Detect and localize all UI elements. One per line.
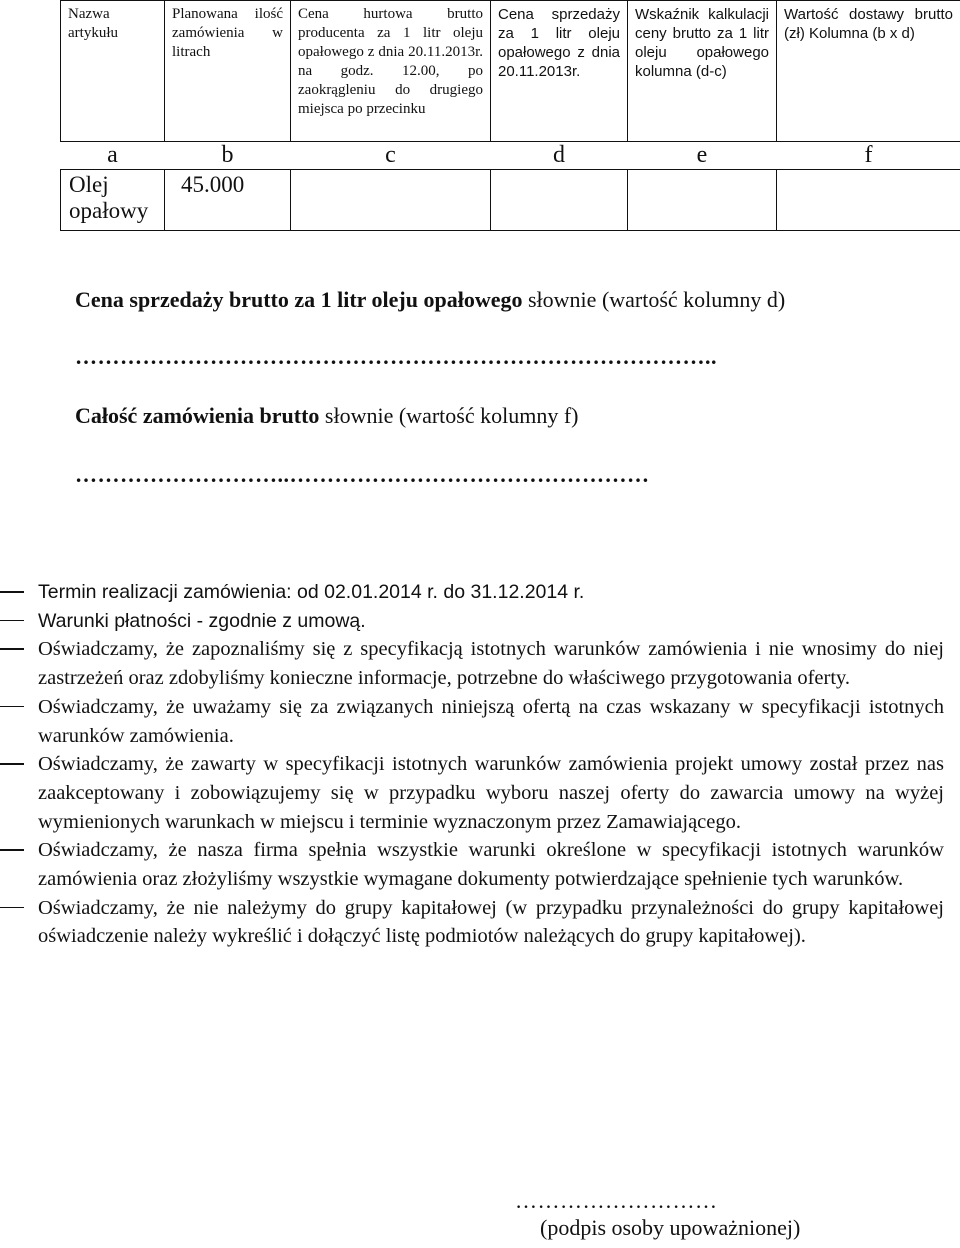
dash-bullet-icon [0, 706, 24, 708]
list-item-text: Warunki płatności - zgodnie z umową. [38, 609, 366, 632]
column-letter-e: e [696, 142, 708, 168]
dash-bullet-icon [0, 648, 24, 650]
dash-bullet-icon [0, 907, 24, 909]
cell-wholesale-price[interactable] [291, 170, 491, 231]
list-item [0, 607, 960, 636]
total-in-words-bold: Całość zamówienia brutto [75, 403, 320, 428]
cell-calculation-index[interactable] [628, 170, 777, 231]
cell-sale-price[interactable] [491, 170, 628, 231]
list-item [0, 578, 960, 607]
table-row [61, 170, 960, 231]
order-table [60, 0, 960, 231]
table-header-row [61, 1, 960, 142]
header-sale-price: Cena sprzedaży za 1 litr oleju opałowego z dnia 20.11.2013r. [491, 1, 628, 142]
column-letter-a: a [107, 142, 118, 168]
header-planned-quantity: Planowana ilość zamówienia w litrach [165, 1, 291, 142]
cell-delivery-value[interactable] [777, 170, 960, 231]
list-item [0, 836, 960, 893]
list-item [0, 693, 960, 750]
column-letter-c: c [385, 142, 396, 168]
dash-bullet-icon [0, 591, 24, 593]
list-item-text: Oświadczamy, że uważamy się za związanych niniejszą ofertą na czas wskazany w specyfikacji istotnych warunków zamówienia. [38, 695, 944, 747]
header-calculation-index: Wskaźnik kalkulacji ceny brutto za 1 litr oleju opałowego kolumna (d-c) [628, 1, 777, 142]
price-in-words-label [75, 287, 785, 313]
dash-bullet-icon [0, 620, 24, 622]
declarations-list [0, 578, 960, 951]
header-wholesale-price: Cena hurtowa brutto producenta za 1 litr oleju opałowego z dnia 20.11.2013r. na godz. 12.00, po zaokrągleniu do drugiego miejsca po przecinku [291, 1, 491, 142]
price-in-words-field[interactable]: ………………………………………………………………………….. [75, 344, 717, 369]
cell-article-name: Olej opałowy [61, 170, 165, 231]
list-item-text: Oświadczamy, że zawarty w specyfikacji istotnych warunków zamówienia projekt umowy został przez nas zaakceptowany i zobowiązujemy się w przypadku wyboru naszej oferty do zawarcia umowy na wyżej wymienionych warunkach w miejscu i terminie wyznaczonym przez Zamawiającego. [38, 753, 944, 833]
list-item-text: Termin realizacji zamówienia: od 02.01.2014 r. do 31.12.2014 r. [38, 581, 585, 603]
column-letter-b: b [221, 142, 234, 168]
list-item [0, 894, 960, 951]
price-in-words-rest: słownie (wartość kolumny d) [522, 287, 786, 312]
signature-label: (podpis osoby upoważnionej) [540, 1215, 801, 1240]
total-in-words-field[interactable]: ………………………..………………………………………… [75, 462, 650, 487]
total-in-words-rest: słownie (wartość kolumny f) [319, 403, 579, 428]
column-letter-f: f [864, 142, 873, 168]
price-in-words-bold: Cena sprzedaży brutto za 1 litr oleju opałowego [75, 287, 523, 312]
header-article-name: Nazwa artykułu [61, 1, 165, 142]
dash-bullet-icon [0, 849, 24, 851]
list-item-text: Oświadczamy, że nie należymy do grupy kapitałowej (w przypadku przynależności do grupy kapitałowej oświadczenie należy wykreślić i dołączyć listę podmiotów należących do grupy kapitałowej). [38, 896, 944, 948]
signature-field[interactable]: ……………………… [515, 1188, 718, 1213]
list-item-text: Oświadczamy, że zapoznaliśmy się z specyfikacją istotnych warunków zamówienia i nie wnosimy do niej zastrzeżeń oraz zdobyliśmy konieczne informacje, potrzebne do właściwego przygotowania oferty. [38, 638, 944, 690]
dash-bullet-icon [0, 763, 24, 765]
column-letter-d: d [553, 142, 565, 168]
cell-quantity: 45.000 [165, 170, 291, 231]
list-item [0, 635, 960, 692]
list-item [0, 750, 960, 836]
list-item-text: Oświadczamy, że nasza firma spełnia wszystkie warunki określone w specyfikacji istotnych warunków zamówienia oraz złożyliśmy wszystkie wymagane dokumenty potwierdzające spełnienie tych warunków. [38, 839, 944, 891]
total-in-words-label [75, 403, 578, 429]
column-letters-row [61, 142, 960, 170]
header-delivery-value: Wartość dostawy brutto (zł) Kolumna (b x d) [777, 1, 960, 142]
